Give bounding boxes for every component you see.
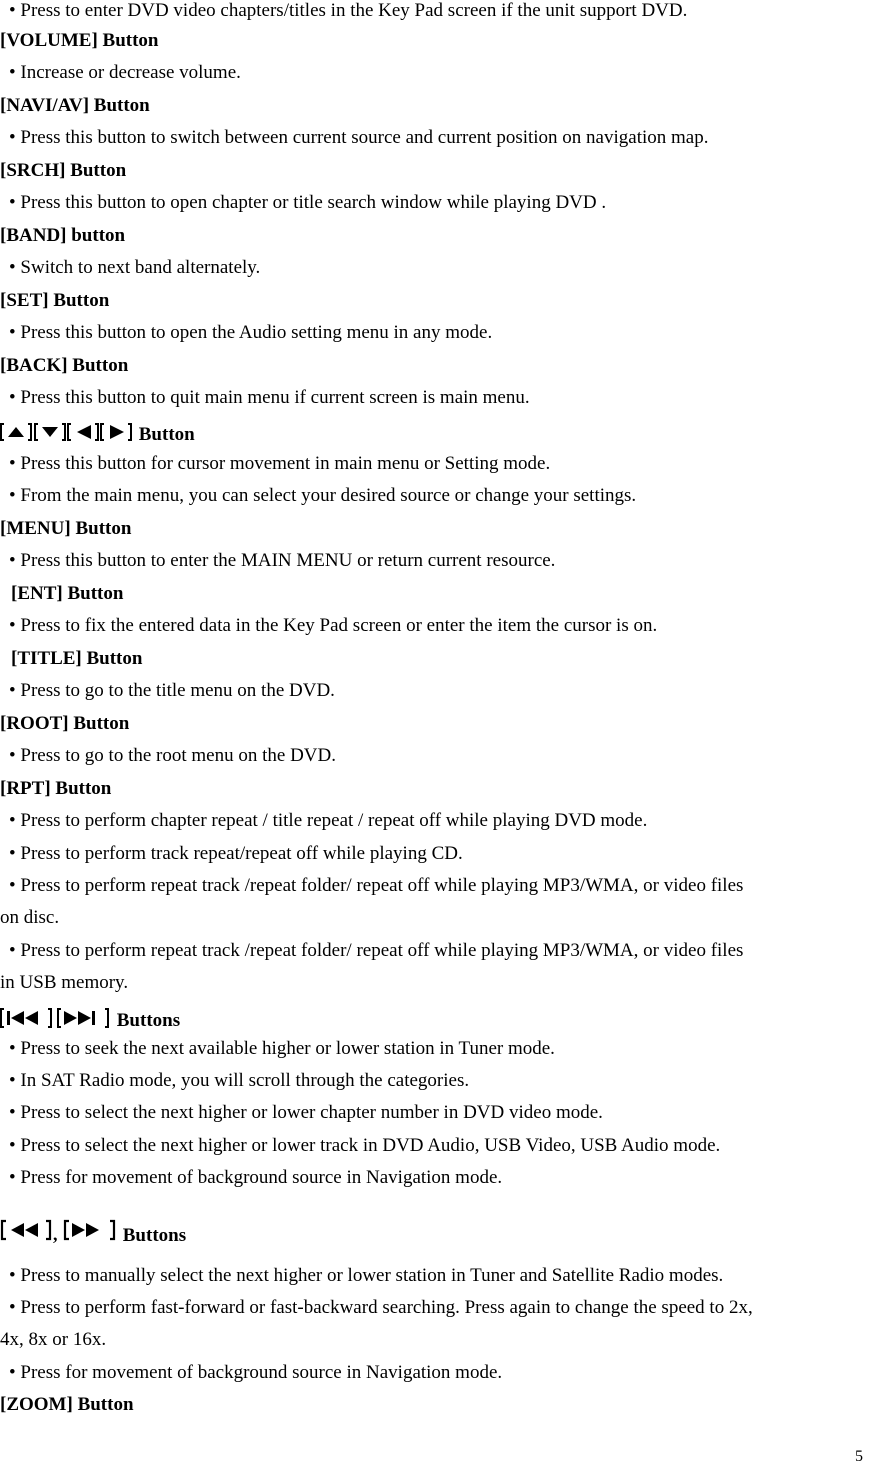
button-heading: [MENU] Button	[0, 518, 132, 539]
fast-rewind-forward-icon	[0, 1218, 118, 1244]
bullet-text: • Press this button to enter the MAIN MENU or return current resource.	[9, 550, 556, 571]
bullet-text: • In SAT Radio mode, you will scroll through the categories.	[9, 1070, 470, 1091]
svg-text:,: ,	[53, 1224, 58, 1244]
bullet-text: • Press to enter DVD video chapters/titles in the Key Pad screen if the unit support DVD.	[9, 0, 688, 21]
button-heading: [SET] Button	[0, 290, 110, 311]
bullet-text: • Press this button to open chapter or title search window while playing DVD .	[9, 192, 607, 213]
bullet-text: • Press to go to the root menu on the DVD.	[9, 745, 336, 766]
button-heading: [ENT] Button	[11, 583, 124, 604]
bullet-text: • Press to select the next higher or lower chapter number in DVD video mode.	[9, 1102, 603, 1123]
button-heading	[0, 421, 195, 449]
button-heading: [TITLE] Button	[11, 648, 143, 669]
bullet-text: • Press to perform repeat track /repeat folder/ repeat off while playing MP3/WMA, or video files	[9, 940, 744, 961]
button-heading: [ROOT] Button	[0, 713, 130, 734]
page-number: 5	[855, 1448, 863, 1465]
bullet-text: • From the main menu, you can select your desired source or change your settings.	[9, 485, 637, 506]
bullet-text: • Press this button to switch between current source and current position on navigation map.	[9, 127, 709, 148]
button-heading: [SRCH] Button	[0, 160, 127, 181]
bullet-text: • Press to perform repeat track /repeat folder/ repeat off while playing MP3/WMA, or video files	[9, 875, 744, 896]
bullet-text: • Press this button to quit main menu if current screen is main menu.	[9, 387, 530, 408]
button-heading: [ZOOM] Button	[0, 1394, 134, 1415]
heading-label: Buttons	[118, 1225, 187, 1246]
button-heading: [BAND] button	[0, 225, 126, 246]
bullet-text: • Press this button to open the Audio setting menu in any mode.	[9, 322, 493, 343]
skip-prev-next-icon	[0, 1007, 112, 1029]
bullet-text: • Press to perform fast-forward or fast-backward searching. Press again to change the speed to 2x,	[9, 1297, 753, 1318]
button-heading: [VOLUME] Button	[0, 30, 159, 51]
button-heading	[0, 1218, 186, 1252]
bullet-text: • Press to manually select the next higher or lower station in Tuner and Satellite Radio modes.	[9, 1265, 724, 1286]
bullet-text: • Increase or decrease volume.	[9, 62, 241, 83]
bullet-text: • Press to perform track repeat/repeat off while playing CD.	[9, 843, 463, 864]
bullet-text: • Press to seek the next available higher or lower station in Tuner mode.	[9, 1038, 555, 1059]
heading-label: Button	[134, 424, 195, 445]
bullet-text: • Press this button for cursor movement in main menu or Setting mode.	[9, 453, 551, 474]
button-heading: [BACK] Button	[0, 355, 129, 376]
bullet-text: • Press for movement of background source in Navigation mode.	[9, 1362, 503, 1383]
bullet-text: • Press to go to the title menu on the DVD.	[9, 680, 335, 701]
button-heading: [NAVI/AV] Button	[0, 95, 150, 116]
arrow-keys-icon	[0, 421, 134, 443]
bullet-text: • Press to select the next higher or lower track in DVD Audio, USB Video, USB Audio mode.	[9, 1135, 721, 1156]
bullet-text: • Press to perform chapter repeat / title repeat / repeat off while playing DVD mode.	[9, 810, 648, 831]
bullet-text: • Press for movement of background source in Navigation mode.	[9, 1167, 503, 1188]
bullet-text: • Press to fix the entered data in the Key Pad screen or enter the item the cursor is on.	[9, 615, 658, 636]
button-heading	[0, 1007, 180, 1035]
button-heading: [RPT] Button	[0, 778, 112, 799]
bullet-continuation: in USB memory.	[0, 972, 129, 993]
bullet-continuation: on disc.	[0, 907, 60, 928]
heading-label: Buttons	[112, 1010, 181, 1031]
bullet-text: • Switch to next band alternately.	[9, 257, 261, 278]
bullet-continuation: 4x, 8x or 16x.	[0, 1329, 107, 1350]
